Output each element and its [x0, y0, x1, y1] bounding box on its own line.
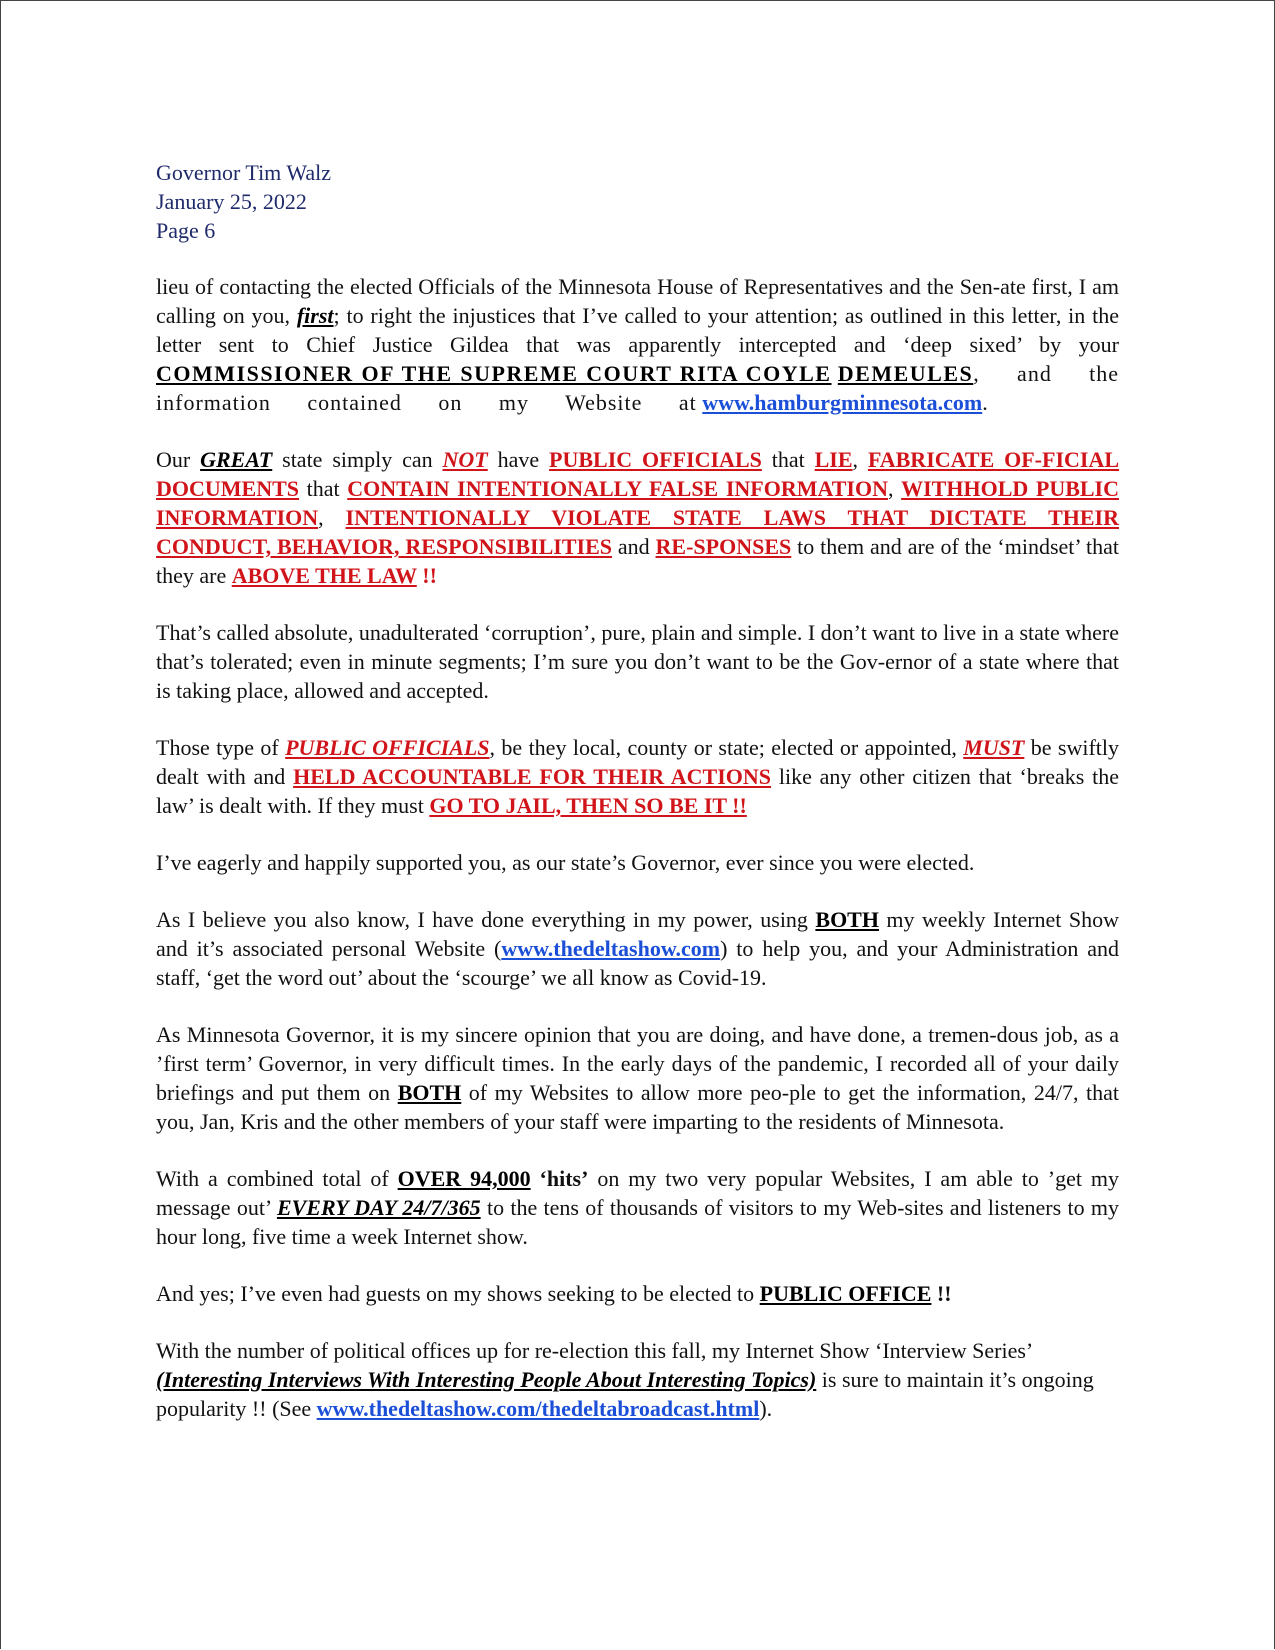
text: , — [888, 476, 902, 501]
emphasis: PUBLIC OFFICIALS — [549, 447, 762, 472]
text: state simply can — [272, 447, 443, 472]
website-link-deltashow[interactable]: www.thedeltashow.com — [501, 936, 721, 961]
emphasis: PUBLIC OFFICE — [759, 1281, 932, 1306]
emphasis: HELD ACCOUNTABLE FOR THEIR ACTIONS — [293, 764, 772, 789]
emphasis: RE-SPONSES — [655, 534, 792, 559]
paragraph-9 — [156, 1279, 1119, 1308]
paragraph-6 — [156, 905, 1119, 992]
emphasis: !! — [931, 1281, 952, 1306]
emphasis: first — [296, 303, 334, 328]
emphasis: LIE — [814, 447, 853, 472]
text: . — [982, 390, 988, 415]
emphasis: INTENTIONALLY VIOLATE STATE LAWS THAT DICTATE THEIR CONDUCT, BEHAVIOR, RESPONSIBILITIES — [156, 505, 1120, 559]
text: my weekly Internet Show and it’s associated personal Website ( — [156, 907, 1119, 961]
paragraph-3: That’s called absolute, unadulterated ‘corruption’, pure, plain and simple. I don’t want to live in a state where that’s tolerated; even in minute segments; I’m sure you don’t want to be the Gov-ernor of a state where that is taking place, allowed and accepted. — [156, 620, 1120, 703]
emphasis: OVER 94,000 — [397, 1166, 531, 1191]
emphasis: FABRICATE OF-FICIAL DOCUMENTS — [156, 447, 1120, 501]
text: is sure to maintain it’s ongoing popularity !! (See — [156, 1367, 1094, 1421]
emphasis: NOT — [442, 447, 488, 472]
text: With a combined total of — [156, 1166, 398, 1191]
text: to the tens of thousands of visitors to my Web-sites and listeners to my hour long, five time a week Internet show. — [156, 1195, 1119, 1249]
paragraph-4 — [156, 733, 1119, 820]
paragraph-8 — [156, 1164, 1119, 1251]
text: to them and are of the ‘mindset’ that they are — [156, 534, 1119, 588]
text: Those type of — [156, 735, 286, 760]
emphasis: ABOVE THE LAW — [231, 563, 417, 588]
paragraph-1 — [156, 272, 1119, 417]
paragraph-5: I’ve eagerly and happily supported you, as our state’s Governor, ever since you were elected. — [156, 850, 975, 875]
emphasis: BOTH — [815, 907, 879, 932]
page-number: Page 6 — [156, 218, 216, 243]
text: , and the information contained on my Website at — [156, 361, 1119, 415]
text: With the number of political offices up for re-election this fall, my Internet Show ‘Interview Series’ — [156, 1338, 1032, 1363]
text: ; to right the injustices that I’ve called to your attention; as outlined in this letter, in the letter sent to Chief Justice Gildea that was apparently intercepted and ‘deep sixed’ by your — [156, 303, 1119, 357]
text: of my Websites to allow more peo-ple to get the information, 24/7, that you, Jan, Kris and the other members of your staff were imparting to the residents of Minnesota. — [156, 1080, 1119, 1134]
emphasis: GREAT — [200, 447, 273, 472]
emphasis: !! — [416, 563, 437, 588]
letter-header — [156, 158, 331, 245]
text: like any other citizen that ‘breaks the law’ is dealt with. If they must — [156, 764, 1119, 818]
emphasis: MUST — [963, 735, 1025, 760]
text: on my two very popular Websites, I am able to ’get my message out’ — [156, 1166, 1120, 1220]
letter-date: January 25, 2022 — [156, 189, 307, 214]
text — [531, 1166, 540, 1191]
emphasis: BOTH — [397, 1080, 462, 1105]
emphasis: EVERY DAY 24/7/365 — [276, 1195, 481, 1220]
recipient: Governor Tim Walz — [156, 160, 332, 185]
emphasis: CONTAIN INTENTIONALLY FALSE INFORMATION — [347, 476, 888, 501]
emphasis: (Interesting Interviews With Interesting People About Interesting Topics) — [156, 1367, 817, 1392]
paragraph-2 — [156, 445, 1119, 590]
text: that — [761, 447, 815, 472]
text: and — [611, 534, 656, 559]
letter-body — [156, 272, 1119, 1451]
text: , — [852, 447, 868, 472]
text: have — [487, 447, 550, 472]
text: be swiftly dealt with and — [156, 735, 1119, 789]
paragraph-7 — [156, 1020, 1119, 1136]
emphasis: PUBLIC OFFICIALS — [285, 735, 490, 760]
emphasis: GO TO JAIL, THEN SO BE IT !! — [429, 793, 747, 818]
website-link-hamburg[interactable]: www.hamburgminnesota.com — [702, 390, 983, 415]
text: As Minnesota Governor, it is my sincere opinion that you are doing, and have done, a tremen-dous job, as a ’first term’ Governor, in very difficult times. In the early days of the pandemic, I recorded all of your daily briefings and put them on — [156, 1022, 1119, 1105]
emphasis: COMMISSIONER OF THE SUPREME COURT RITA COYLE — [156, 361, 832, 386]
text: , — [318, 505, 346, 530]
emphasis: ‘hits’ — [539, 1166, 589, 1191]
text: Our — [156, 447, 201, 472]
text: , be they local, county or state; elected or appointed, — [489, 735, 964, 760]
emphasis: DEMEULES — [837, 361, 974, 386]
text: As I believe you also know, I have done everything in my power, using — [156, 907, 816, 932]
text: lieu of contacting the elected Officials of the Minnesota House of Representatives and the Sen-ate first, I am calling on you, — [156, 274, 1119, 328]
paragraph-10 — [156, 1336, 1119, 1423]
website-link-broadcast[interactable]: www.thedeltashow.com/thedeltabroadcast.html — [316, 1396, 760, 1421]
text: ) to help you, and your Administration and staff, ‘get the word out’ about the ‘scourge’ we all know as Covid-19. — [156, 936, 1119, 990]
text: ). — [759, 1396, 773, 1421]
text: that — [299, 476, 348, 501]
text: And yes; I’ve even had guests on my shows seeking to be elected to — [156, 1281, 760, 1306]
emphasis: WITHHOLD PUBLIC INFORMATION — [156, 476, 1119, 530]
